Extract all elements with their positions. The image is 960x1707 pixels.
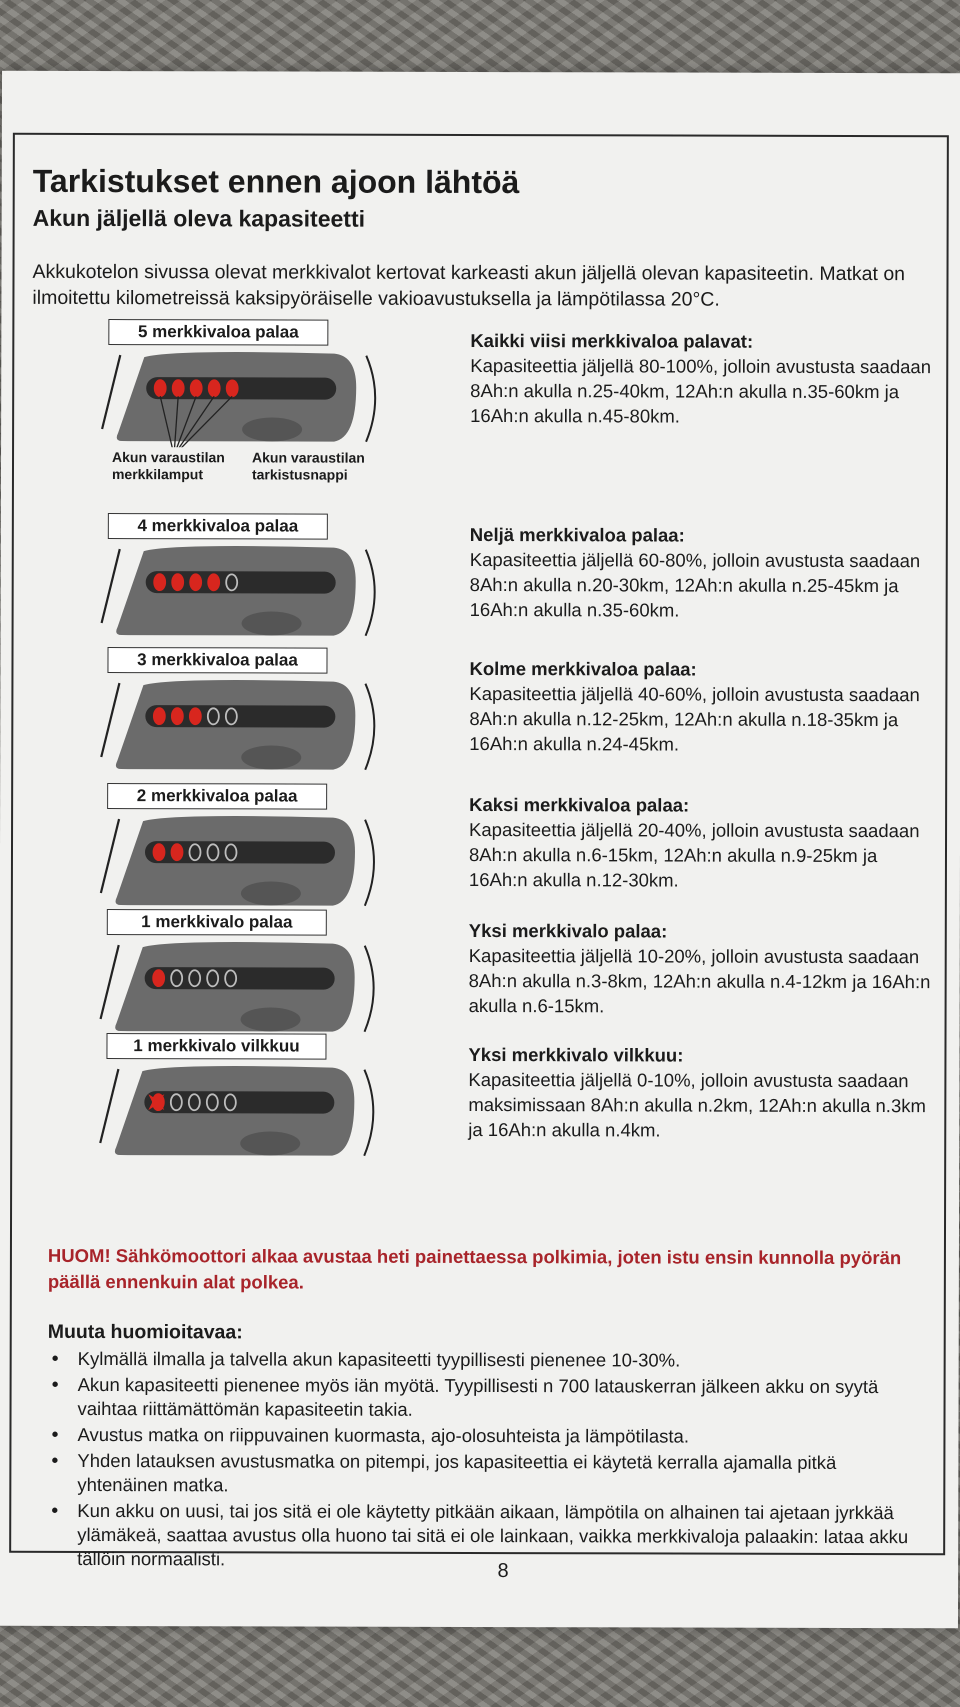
led-lit [190,708,201,724]
warning-text: HUOM! Sähkömoottori alkaa avustaa heti painettaessa polkimia, joten istu ensin kunnolla pyörän päällä ennenkuin alat polkea. [47,1244,902,1293]
note-item: • Avustus matka on riippuvainen kuormasta, ajo-olosuhteista ja lämpötilasta. [47,1423,927,1449]
indicator-label: 3 merkkivaloa palaa [107,647,327,674]
indicator-description-text: Kapasiteettia jäljellä 0-10%, jolloin avustusta saadaan maksimissaan 8Ah:n akulla n.2km, 12Ah:n akulla n.3km ja 16Ah:n akulla n.4km. [468,1068,926,1141]
housing-edge-line [101,819,119,893]
indicator-label: 2 merkkivaloa palaa [107,783,327,810]
indicator-row [13,647,943,769]
check-button [241,745,301,769]
led-lit [153,844,164,860]
led-lit [173,380,184,396]
indicator-label: 5 merkkivaloa palaa [108,319,328,346]
indicator-description-heading: Kaikki viisi merkkivaloa palavat: [470,329,754,352]
led-lit [191,380,202,396]
housing-curve-line [366,356,375,442]
indicator-row [14,513,944,635]
indicator-description-text: Kapasiteettia jäljellä 40-60%, jolloin avustusta saadaan 8Ah:n akulla n.12-25km, 12Ah:n akulla n.18-35km ja 16Ah:n akulla n.24-45km. [469,682,920,755]
housing-edge-line [101,683,119,757]
led-lit [172,574,183,590]
indicator-description-text: Kapasiteettia jäljellä 80-100%, jolloin avustusta saadaan 8Ah:n akulla n.25-40km, 12Ah:n akulla n.35-60km ja 16Ah:n akulla n.45-80km. [470,354,932,427]
led-lit [227,380,238,396]
check-button [240,1131,300,1155]
notes-title: Muuta huomioitavaa: [47,1320,243,1344]
led-lit [154,574,165,590]
callout-lamps-label: Akun varaustilan merkkilamput [111,449,225,483]
battery-indicator-illustration [94,541,384,642]
page-title: Tarkistukset ennen ajoon lähtöä [32,162,520,201]
battery-indicator-illustration [94,347,384,448]
indicator-label: 1 merkkivalo vilkkuu [106,1033,326,1060]
note-item: • Akun kapasiteetti pienenee myös iän myötä. Tyypillisesti n 700 latauskerran jälkeen akku on syytä vaihtaa riittämättömän kapasiteetin takia. [48,1373,928,1423]
battery-indicator-illustration [93,937,383,1038]
indicator-label: 1 merkkivalo palaa [107,909,327,936]
housing-curve-line [365,684,374,770]
led-lit [208,574,219,590]
manual-page [0,71,960,1629]
indicator-description [468,1042,938,1143]
housing-curve-line [364,1070,373,1156]
notes-list [47,1347,928,1575]
page-frame [9,133,949,1570]
page-number: 8 [497,1560,509,1583]
indicator-description-heading: Kolme merkkivaloa palaa: [469,657,697,680]
housing-curve-line [365,946,374,1032]
note-item: • Yhden latauksen avustusmatka on pitempi, jos kapasiteettia ei käytetä kerralla ajamalla pitkä yhtenäinen matka. [47,1449,927,1499]
led-lit [190,574,201,590]
housing-edge-line [100,1069,118,1143]
led-lit [153,970,164,986]
indicator-description [469,918,939,1019]
indicator-description [470,328,940,429]
indicator-description-text: Kapasiteettia jäljellä 10-20%, jolloin avustusta saadaan 8Ah:n akulla n.3-8km, 12Ah:n akulla n.4-12km ja 16Ah:n akulla n.6-15km. [468,944,931,1017]
led-lit [172,708,183,724]
indicator-description-heading: Neljä merkkivaloa palaa: [469,523,685,546]
indicator-row [13,783,943,905]
battery-indicator-illustration [92,1061,382,1162]
callout-button-label: Akun varaustilan tarkistusnappi [251,449,365,483]
indicator-description-heading: Yksi merkkivalo vilkkuu: [468,1043,684,1066]
housing-edge-line [101,945,119,1019]
indicator-row [13,909,943,1031]
note-item: • Kylmällä ilmalla ja talvella akun kapasiteetti tyypillisesti pienenee 10-30%. [48,1347,928,1373]
housing-edge-line [102,355,120,429]
check-button [242,611,302,635]
page-subtitle: Akun jäljellä oleva kapasiteetti [32,204,366,232]
indicator-row [12,1033,942,1155]
battery-indicator-illustration [93,675,383,776]
led-strip [145,967,335,989]
led-lit [155,380,166,396]
housing-curve-line [366,550,375,636]
battery-indicator-illustration [93,811,383,912]
led-lit [171,844,182,860]
indicator-description [469,656,939,757]
led-lit [209,380,220,396]
indicator-description-text: Kapasiteettia jäljellä 20-40%, jolloin avustusta saadaan 8Ah:n akulla n.6-15km, 12Ah:n akulla n.9-25km ja 16Ah:n akulla n.12-30km. [468,818,920,891]
led-strip [144,1091,334,1113]
indicator-description-text: Kapasiteettia jäljellä 60-80%, jolloin avustusta saadaan 8Ah:n akulla n.20-30km, 12Ah:n akulla n.25-45km ja 16Ah:n akulla n.35-60km. [469,548,921,621]
check-button [241,881,301,905]
led-lit [154,708,165,724]
housing-curve-line [365,820,374,906]
indicator-row [14,319,944,483]
intro-paragraph: Akkukotelon sivussa olevat merkkivalot kertovat karkeasti akun jäljellä olevan kapasiteetin. Matkat on ilmoitettu kilometreissä kaksipyöräiselle vakioavustuksella ja lämpötilassa 20°C. [32,260,906,311]
indicator-description [469,792,939,893]
diagram-callouts [111,449,392,483]
indicator-label: 4 merkkivaloa palaa [108,513,328,540]
indicator-description-heading: Yksi merkkivalo palaa: [468,919,668,942]
note-item: • Kun akku on uusi, tai jos sitä ei ole käytetty pitkään aikaan, lämpötila on alhainen tai ajetaan jyrkkää ylämäkeä, saattaa avustus olla huono tai sitä ei ole lainkaan, vaikka merkkivaloja palaakin: lataa akku tällöin normaalisti. [47,1499,927,1573]
indicator-description-heading: Kaksi merkkivaloa palaa: [469,793,690,816]
indicator-description [470,522,940,623]
check-button [241,1007,301,1031]
check-button [242,417,302,441]
housing-edge-line [102,549,120,623]
